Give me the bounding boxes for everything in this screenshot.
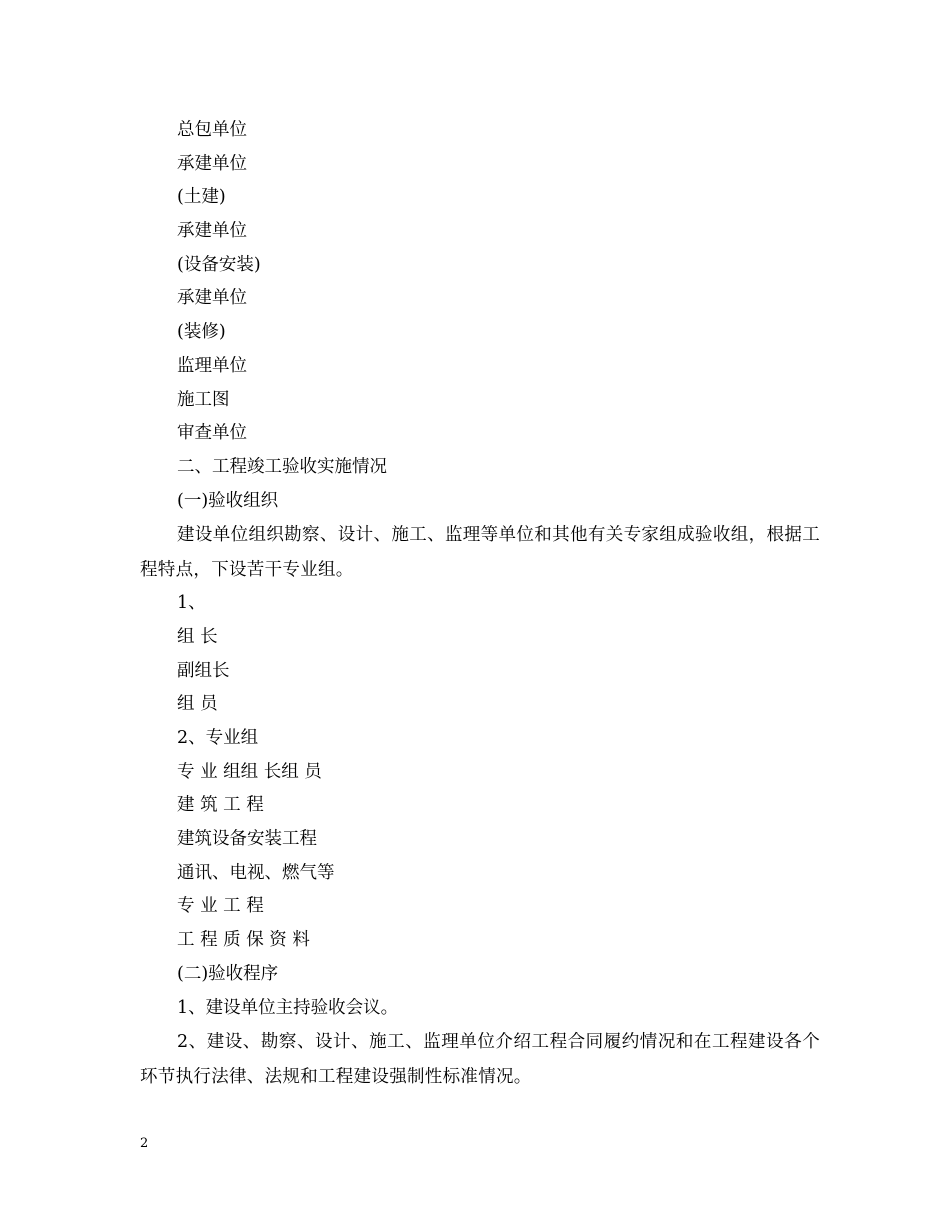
text-line: (土建) — [177, 187, 226, 208]
text-line: 通讯、电视、燃气等 — [177, 862, 335, 883]
page-number: 2 — [140, 1136, 149, 1151]
text-line: 1、 — [177, 593, 206, 614]
text-line: 承建单位 — [177, 288, 247, 309]
text-line: 审查单位 — [177, 423, 247, 444]
text-line: 2、专业组 — [177, 728, 259, 748]
text-line: 专 业 组组 长组 员 — [177, 761, 322, 782]
text-line: 组 员 — [177, 694, 218, 715]
text-line: (装修) — [177, 322, 226, 343]
text-line: 建 筑 工 程 — [177, 795, 264, 816]
text-line: 工 程 质 保 资 料 — [177, 930, 310, 951]
text-line: 1、建设单位主持验收会议。 — [177, 997, 399, 1018]
paragraph: 建设单位组织勘察、设计、施工、监理等单位和其他有关专家组成验收组，根据工程特点，下设苦干专业组。 — [140, 525, 820, 580]
text-line: 总包单位 — [177, 120, 247, 140]
paragraph: 2、建设、勘察、设计、施工、监理单位介绍工程合同履约情况和在工程建设各个环节执行法律、法规和工程建设强制性标准情况。 — [140, 1032, 820, 1087]
text-line: 施工图 — [177, 389, 230, 410]
text-line: 专 业 工 程 — [177, 896, 264, 917]
document-body — [140, 114, 820, 1094]
text-line: 监理单位 — [177, 355, 247, 376]
text-line: 副组长 — [177, 660, 230, 681]
section-heading: 二、工程竣工验收实施情况 — [177, 456, 387, 477]
text-line: (设备安装) — [177, 254, 261, 275]
subsection-heading: (二)验收程序 — [177, 963, 279, 984]
text-line: 承建单位 — [177, 153, 247, 174]
text-line: 组 长 — [177, 626, 218, 647]
text-line: 承建单位 — [177, 221, 247, 242]
subsection-heading: (一)验收组织 — [177, 490, 279, 511]
text-line: 建筑设备安装工程 — [177, 829, 317, 850]
